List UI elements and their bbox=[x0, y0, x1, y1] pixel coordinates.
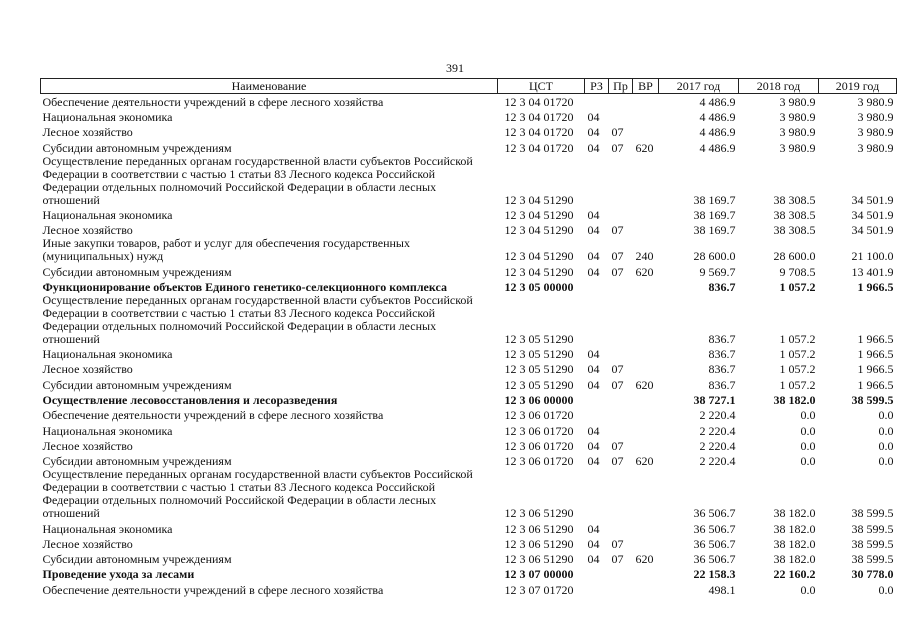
value-2017-cell: 4 486.9 bbox=[699, 125, 736, 140]
value-2019-cell: 38 599.5 bbox=[851, 552, 894, 567]
value-2017-cell: 498.1 bbox=[708, 582, 736, 597]
vr-cell bbox=[633, 109, 659, 124]
value-2019-cell: 3 980.9 bbox=[857, 140, 894, 155]
pr-cell: 07 bbox=[611, 140, 624, 155]
value-2017-cell: 38 169.7 bbox=[693, 223, 736, 238]
table-row bbox=[41, 468, 897, 520]
value-2018-cell: 3 980.9 bbox=[779, 125, 816, 140]
table-body bbox=[41, 94, 897, 597]
value-2019-cell: 1 966.5 bbox=[857, 331, 894, 346]
name-cell: Субсидии автономным учреждениям bbox=[42, 552, 232, 567]
rz-cell bbox=[585, 581, 609, 596]
pr-cell bbox=[609, 279, 633, 294]
name-cell: Обеспечение деятельности учреждений в сфере лесного хозяйства bbox=[42, 408, 384, 423]
value-2018-cell: 38 182.0 bbox=[773, 552, 816, 567]
name-cell: Национальная экономика bbox=[42, 347, 173, 362]
vr-cell bbox=[633, 422, 659, 437]
pr-cell bbox=[609, 155, 633, 207]
rz-cell: 04 bbox=[587, 377, 600, 392]
rz-cell bbox=[585, 468, 609, 520]
pr-cell: 07 bbox=[611, 223, 624, 238]
pr-cell: 07 bbox=[611, 552, 624, 567]
cst-cell: 12 3 06 51290 bbox=[504, 506, 574, 521]
budget-table bbox=[40, 78, 897, 597]
cst-cell: 12 3 04 01720 bbox=[504, 110, 574, 125]
name-cell: Лесное хозяйство bbox=[42, 362, 133, 377]
table-row bbox=[41, 581, 897, 596]
value-2019-cell: 1 966.5 bbox=[857, 377, 894, 392]
name-cell: Осуществление переданных органам государственной власти субъектов Российской Федерации в соответствии с частью 1 статьи 83 Лесного кодекса Российской Федерации отдельных полномочий Российской Федерации в области лесных отношений bbox=[42, 153, 473, 207]
value-2017-cell: 9 569.7 bbox=[699, 264, 736, 279]
rz-cell: 04 bbox=[587, 249, 600, 264]
header-pr: Пр bbox=[609, 79, 633, 94]
value-2018-cell: 0.0 bbox=[800, 582, 816, 597]
value-2018-cell: 3 980.9 bbox=[779, 94, 816, 109]
cst-cell: 12 3 07 01720 bbox=[504, 582, 574, 597]
table-row bbox=[41, 551, 897, 566]
value-2017-cell: 36 506.7 bbox=[693, 521, 736, 536]
table-row bbox=[41, 536, 897, 551]
name-cell: Проведение ухода за лесами bbox=[42, 567, 195, 582]
name-cell: Иные закупки товаров, работ и услуг для обеспечения государственных (муниципальных) нужд bbox=[42, 236, 410, 264]
value-2018-cell: 28 600.0 bbox=[773, 249, 816, 264]
name-cell: Национальная экономика bbox=[42, 521, 173, 536]
pr-cell: 07 bbox=[611, 125, 624, 140]
rz-cell: 04 bbox=[587, 110, 600, 125]
table-header-row bbox=[41, 79, 897, 94]
table-row bbox=[41, 109, 897, 124]
cst-cell: 12 3 05 51290 bbox=[504, 331, 574, 346]
name-cell: Осуществление переданных органам государственной власти субъектов Российской Федерации в соответствии с частью 1 статьи 83 Лесного кодекса Российской Федерации отдельных полномочий Российской Федерации в области лесных отношений bbox=[42, 292, 473, 346]
vr-cell bbox=[633, 468, 659, 520]
value-2018-cell: 3 980.9 bbox=[779, 140, 816, 155]
header-2018: 2018 год bbox=[739, 79, 819, 94]
value-2019-cell: 38 599.5 bbox=[851, 393, 894, 408]
value-2017-cell: 2 220.4 bbox=[699, 423, 736, 438]
name-cell: Лесное хозяйство bbox=[42, 438, 133, 453]
vr-cell bbox=[633, 581, 659, 596]
rz-cell: 04 bbox=[587, 264, 600, 279]
vr-cell bbox=[633, 392, 659, 407]
value-2018-cell: 9 708.5 bbox=[779, 264, 816, 279]
value-2017-cell: 836.7 bbox=[708, 377, 736, 392]
value-2018-cell: 0.0 bbox=[800, 438, 816, 453]
table-row bbox=[41, 263, 897, 278]
rz-cell: 04 bbox=[587, 552, 600, 567]
pr-cell bbox=[609, 468, 633, 520]
table-row bbox=[41, 222, 897, 237]
name-cell: Осуществление лесовосстановления и лесоразведения bbox=[42, 393, 338, 408]
vr-cell: 620 bbox=[635, 377, 654, 392]
value-2018-cell: 1 057.2 bbox=[779, 377, 816, 392]
value-2017-cell: 4 486.9 bbox=[699, 140, 736, 155]
pr-cell: 07 bbox=[611, 438, 624, 453]
rz-cell bbox=[585, 566, 609, 581]
cst-cell: 12 3 04 51290 bbox=[504, 223, 574, 238]
name-cell: Обеспечение деятельности учреждений в сфере лесного хозяйства bbox=[42, 582, 384, 597]
vr-cell bbox=[633, 94, 659, 109]
value-2017-cell: 36 506.7 bbox=[693, 552, 736, 567]
vr-cell bbox=[633, 520, 659, 535]
value-2019-cell: 34 501.9 bbox=[851, 192, 894, 207]
value-2017-cell: 36 506.7 bbox=[693, 536, 736, 551]
vr-cell bbox=[633, 438, 659, 453]
cst-cell: 12 3 06 01720 bbox=[504, 408, 574, 423]
rz-cell: 04 bbox=[587, 423, 600, 438]
cst-cell: 12 3 06 00000 bbox=[504, 393, 574, 408]
table-row bbox=[41, 392, 897, 407]
value-2017-cell: 2 220.4 bbox=[699, 454, 736, 469]
value-2018-cell: 1 057.2 bbox=[779, 347, 816, 362]
vr-cell bbox=[633, 279, 659, 294]
rz-cell: 04 bbox=[587, 536, 600, 551]
name-cell: Субсидии автономным учреждениям bbox=[42, 377, 232, 392]
value-2019-cell: 3 980.9 bbox=[857, 110, 894, 125]
cst-cell: 12 3 05 00000 bbox=[504, 279, 574, 294]
value-2019-cell: 3 980.9 bbox=[857, 94, 894, 109]
name-cell: Субсидии автономным учреждениям bbox=[42, 454, 232, 469]
value-2018-cell: 38 182.0 bbox=[773, 506, 816, 521]
header-2019: 2019 год bbox=[819, 79, 897, 94]
vr-cell bbox=[633, 346, 659, 361]
cst-cell: 12 3 05 51290 bbox=[504, 347, 574, 362]
value-2018-cell: 0.0 bbox=[800, 423, 816, 438]
value-2018-cell: 0.0 bbox=[800, 408, 816, 423]
value-2017-cell: 36 506.7 bbox=[693, 506, 736, 521]
name-cell: Осуществление переданных органам государственной власти субъектов Российской Федерации в соответствии с частью 1 статьи 83 Лесного кодекса Российской Федерации отдельных полномочий Российской Федерации в области лесных отношений bbox=[42, 467, 473, 521]
pr-cell bbox=[609, 520, 633, 535]
pr-cell bbox=[609, 566, 633, 581]
vr-cell bbox=[633, 407, 659, 422]
table-row bbox=[41, 155, 897, 207]
rz-cell: 04 bbox=[587, 438, 600, 453]
name-cell: Субсидии автономным учреждениям bbox=[42, 264, 232, 279]
value-2018-cell: 1 057.2 bbox=[779, 362, 816, 377]
pr-cell bbox=[609, 294, 633, 346]
rz-cell: 04 bbox=[587, 140, 600, 155]
value-2018-cell: 38 308.5 bbox=[773, 192, 816, 207]
name-cell: Обеспечение деятельности учреждений в сфере лесного хозяйства bbox=[42, 94, 384, 109]
pr-cell bbox=[609, 346, 633, 361]
value-2019-cell: 30 778.0 bbox=[851, 567, 894, 582]
cst-cell: 12 3 04 51290 bbox=[504, 192, 574, 207]
header-name: Наименование bbox=[41, 79, 498, 94]
value-2019-cell: 34 501.9 bbox=[851, 207, 894, 222]
header-2017: 2017 год bbox=[659, 79, 739, 94]
cst-cell: 12 3 06 51290 bbox=[504, 552, 574, 567]
name-cell: Лесное хозяйство bbox=[42, 223, 133, 238]
table-row bbox=[41, 346, 897, 361]
value-2017-cell: 836.7 bbox=[708, 279, 736, 294]
name-cell: Лесное хозяйство bbox=[42, 536, 133, 551]
table-row bbox=[41, 139, 897, 154]
cst-cell: 12 3 06 51290 bbox=[504, 521, 574, 536]
value-2019-cell: 1 966.5 bbox=[857, 362, 894, 377]
value-2019-cell: 1 966.5 bbox=[857, 347, 894, 362]
value-2017-cell: 38 169.7 bbox=[693, 207, 736, 222]
cst-cell: 12 3 05 51290 bbox=[504, 362, 574, 377]
cst-cell: 12 3 04 01720 bbox=[504, 140, 574, 155]
table-row bbox=[41, 376, 897, 391]
cst-cell: 12 3 04 01720 bbox=[504, 125, 574, 140]
table-row bbox=[41, 361, 897, 376]
value-2019-cell: 0.0 bbox=[878, 454, 894, 469]
name-cell: Функционирование объектов Единого генетико-селекционного комплекса bbox=[42, 279, 447, 294]
table-row bbox=[41, 422, 897, 437]
cst-cell: 12 3 04 51290 bbox=[504, 264, 574, 279]
vr-cell bbox=[633, 566, 659, 581]
pr-cell bbox=[609, 392, 633, 407]
name-cell: Национальная экономика bbox=[42, 207, 173, 222]
table-row bbox=[41, 294, 897, 346]
rz-cell: 04 bbox=[587, 125, 600, 140]
value-2018-cell: 38 308.5 bbox=[773, 207, 816, 222]
pr-cell: 07 bbox=[611, 249, 624, 264]
vr-cell: 240 bbox=[635, 249, 654, 264]
table-row bbox=[41, 279, 897, 294]
value-2019-cell: 38 599.5 bbox=[851, 536, 894, 551]
value-2017-cell: 28 600.0 bbox=[693, 249, 736, 264]
pr-cell bbox=[609, 207, 633, 222]
vr-cell bbox=[633, 124, 659, 139]
value-2018-cell: 38 182.0 bbox=[773, 536, 816, 551]
table-row bbox=[41, 520, 897, 535]
value-2017-cell: 836.7 bbox=[708, 362, 736, 377]
rz-cell bbox=[585, 279, 609, 294]
value-2017-cell: 2 220.4 bbox=[699, 438, 736, 453]
value-2019-cell: 13 401.9 bbox=[851, 264, 894, 279]
table-row bbox=[41, 124, 897, 139]
name-cell: Лесное хозяйство bbox=[42, 125, 133, 140]
cst-cell: 12 3 05 51290 bbox=[504, 377, 574, 392]
pr-cell bbox=[609, 94, 633, 109]
rz-cell: 04 bbox=[587, 347, 600, 362]
value-2017-cell: 38 169.7 bbox=[693, 192, 736, 207]
table-row bbox=[41, 438, 897, 453]
vr-cell bbox=[633, 222, 659, 237]
vr-cell: 620 bbox=[635, 140, 654, 155]
rz-cell bbox=[585, 392, 609, 407]
rz-cell bbox=[585, 94, 609, 109]
cst-cell: 12 3 04 01720 bbox=[504, 94, 574, 109]
value-2018-cell: 1 057.2 bbox=[779, 331, 816, 346]
value-2017-cell: 836.7 bbox=[708, 331, 736, 346]
value-2019-cell: 0.0 bbox=[878, 582, 894, 597]
rz-cell: 04 bbox=[587, 454, 600, 469]
value-2019-cell: 21 100.0 bbox=[851, 249, 894, 264]
name-cell: Национальная экономика bbox=[42, 110, 173, 125]
rz-cell: 04 bbox=[587, 223, 600, 238]
cst-cell: 12 3 07 00000 bbox=[504, 567, 574, 582]
value-2018-cell: 3 980.9 bbox=[779, 110, 816, 125]
pr-cell: 07 bbox=[611, 264, 624, 279]
header-rz: РЗ bbox=[585, 79, 609, 94]
vr-cell bbox=[633, 536, 659, 551]
cst-cell: 12 3 06 01720 bbox=[504, 438, 574, 453]
value-2019-cell: 38 599.5 bbox=[851, 521, 894, 536]
value-2017-cell: 836.7 bbox=[708, 347, 736, 362]
pr-cell: 07 bbox=[611, 454, 624, 469]
value-2019-cell: 1 966.5 bbox=[857, 279, 894, 294]
table-row bbox=[41, 94, 897, 109]
vr-cell: 620 bbox=[635, 552, 654, 567]
pr-cell bbox=[609, 109, 633, 124]
value-2017-cell: 2 220.4 bbox=[699, 408, 736, 423]
value-2019-cell: 34 501.9 bbox=[851, 223, 894, 238]
rz-cell: 04 bbox=[587, 521, 600, 536]
cst-cell: 12 3 04 51290 bbox=[504, 249, 574, 264]
value-2018-cell: 38 182.0 bbox=[773, 521, 816, 536]
header-vr: ВР bbox=[633, 79, 659, 94]
value-2019-cell: 0.0 bbox=[878, 408, 894, 423]
rz-cell bbox=[585, 407, 609, 422]
value-2019-cell: 0.0 bbox=[878, 423, 894, 438]
rz-cell: 04 bbox=[587, 362, 600, 377]
value-2019-cell: 38 599.5 bbox=[851, 506, 894, 521]
value-2017-cell: 22 158.3 bbox=[693, 567, 736, 582]
rz-cell: 04 bbox=[587, 207, 600, 222]
rz-cell bbox=[585, 294, 609, 346]
pr-cell bbox=[609, 407, 633, 422]
value-2018-cell: 0.0 bbox=[800, 454, 816, 469]
pr-cell: 07 bbox=[611, 536, 624, 551]
vr-cell bbox=[633, 207, 659, 222]
cst-cell: 12 3 04 51290 bbox=[504, 207, 574, 222]
vr-cell: 620 bbox=[635, 454, 654, 469]
name-cell: Национальная экономика bbox=[42, 423, 173, 438]
table-row bbox=[41, 237, 897, 263]
value-2018-cell: 38 308.5 bbox=[773, 223, 816, 238]
value-2017-cell: 4 486.9 bbox=[699, 94, 736, 109]
value-2019-cell: 0.0 bbox=[878, 438, 894, 453]
vr-cell bbox=[633, 155, 659, 207]
table-row bbox=[41, 207, 897, 222]
value-2018-cell: 38 182.0 bbox=[773, 393, 816, 408]
header-cst: ЦСТ bbox=[498, 79, 585, 94]
pr-cell bbox=[609, 422, 633, 437]
vr-cell bbox=[633, 294, 659, 346]
cst-cell: 12 3 06 01720 bbox=[504, 454, 574, 469]
pr-cell: 07 bbox=[611, 362, 624, 377]
pr-cell: 07 bbox=[611, 377, 624, 392]
table-row bbox=[41, 407, 897, 422]
value-2018-cell: 22 160.2 bbox=[773, 567, 816, 582]
vr-cell: 620 bbox=[635, 264, 654, 279]
name-cell: Субсидии автономным учреждениям bbox=[42, 140, 232, 155]
page-number: 391 bbox=[446, 61, 464, 75]
cst-cell: 12 3 06 51290 bbox=[504, 536, 574, 551]
value-2018-cell: 1 057.2 bbox=[779, 279, 816, 294]
pr-cell bbox=[609, 581, 633, 596]
rz-cell bbox=[585, 155, 609, 207]
table-row bbox=[41, 566, 897, 581]
value-2017-cell: 38 727.1 bbox=[693, 393, 736, 408]
value-2019-cell: 3 980.9 bbox=[857, 125, 894, 140]
value-2017-cell: 4 486.9 bbox=[699, 110, 736, 125]
table-row bbox=[41, 453, 897, 468]
cst-cell: 12 3 06 01720 bbox=[504, 423, 574, 438]
vr-cell bbox=[633, 361, 659, 376]
